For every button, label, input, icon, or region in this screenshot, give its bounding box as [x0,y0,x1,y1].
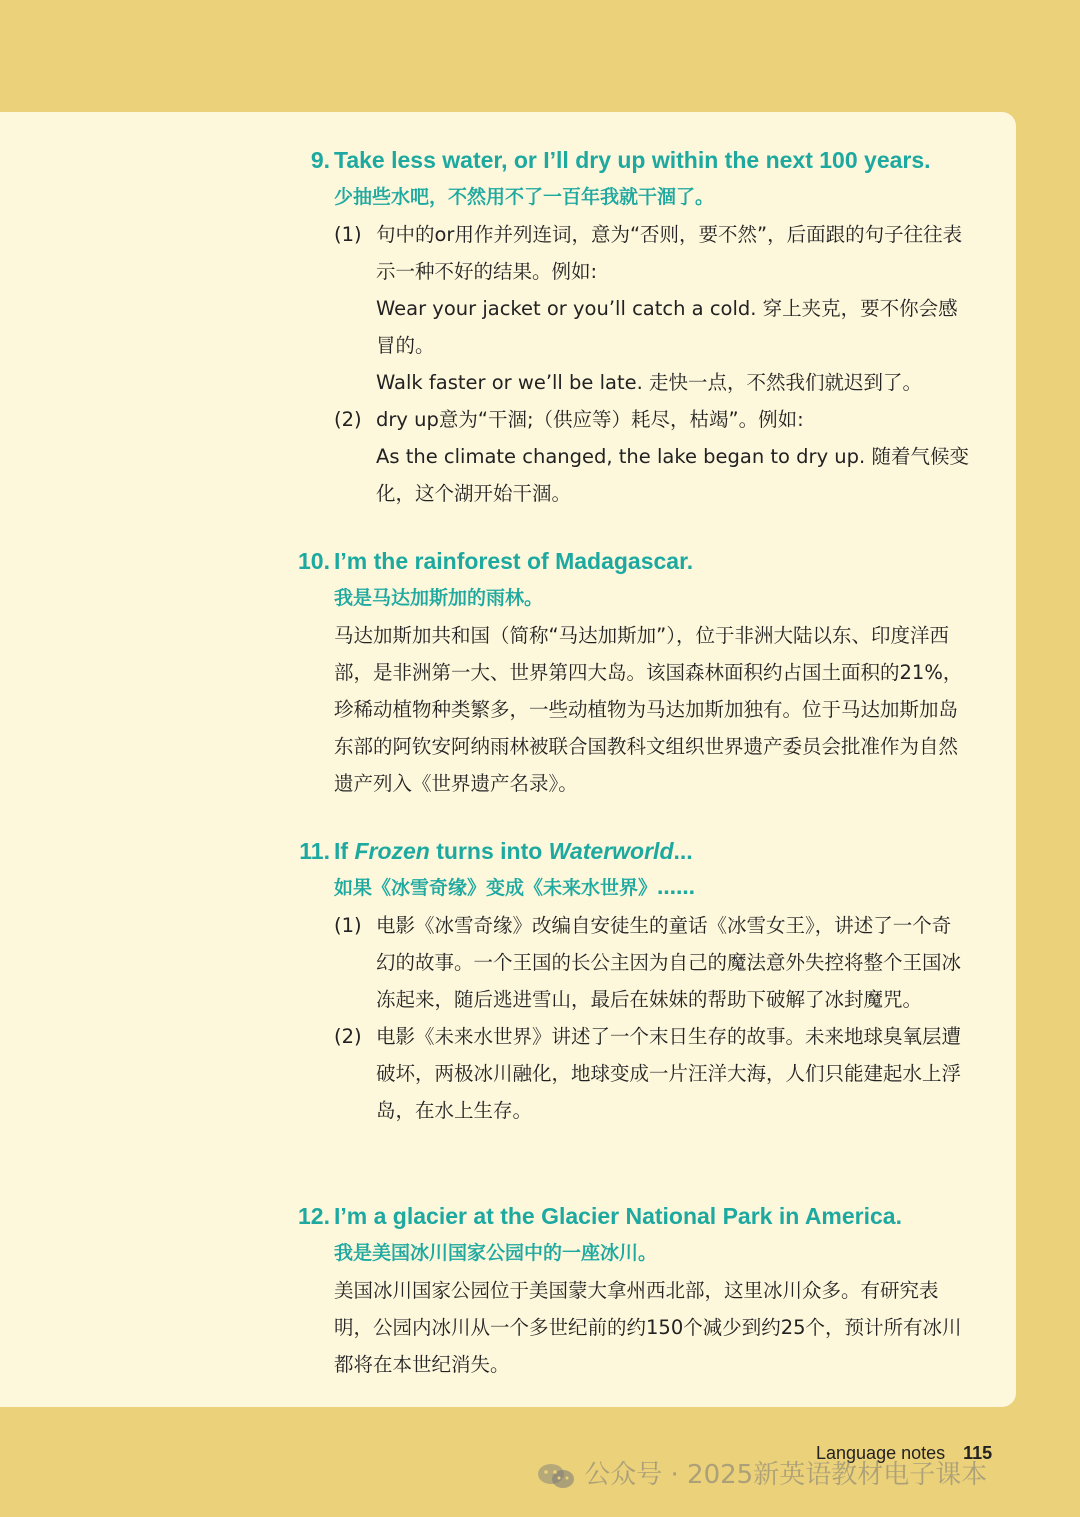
note-paragraph: 马达加斯加共和国（简称“马达加斯加”），位于非洲大陆以东、印度洋西部，是非洲第一大、世界第四大岛。该国森林面积约占国土面积的21%，珍稀动植物种类繁多，一些动植物为马达加斯加独有。位于马达加斯加岛东部的阿钦安阿纳雨林被联合国教科文组织世界遗产委员会批准作为自然遗产列入《世界遗产名录》。 [334,624,963,795]
item-marker: (2) [334,1025,362,1048]
note-en-title: Take less water, or I’ll dry up within the next 100 years. [334,147,931,173]
note-en-title [334,833,970,870]
section-name: Language notes [816,1443,946,1463]
watermark [536,1454,987,1491]
title-part: ... [673,838,693,864]
note-en-title: I’m the rainforest of Madagascar. [334,548,694,574]
note-en-title: I’m a glacier at the Glacier National Park in America. [334,1203,902,1229]
note-zh-title: 少抽些水吧，不然用不了一百年我就干涸了。 [334,186,715,208]
note-body [334,216,970,512]
watermark-text: 公众号 · 2025新英语教材电子课本 [584,1460,988,1490]
item-marker: (1) [334,914,362,937]
note-body [334,617,970,802]
note-10 [280,543,970,802]
note-12 [280,1198,970,1383]
note-number: 12. [298,1203,330,1229]
film-title-waterworld: Waterworld [548,838,674,864]
note-body [334,1272,970,1383]
film-title-frozen: Frozen [354,838,430,864]
page-number: 115 [963,1443,993,1463]
note-number: 10. [298,548,330,574]
note-11 [280,833,970,1129]
title-part: turns into [429,838,549,864]
note-item [334,1018,970,1129]
note-zh-title: 如果《冰雪奇缘》变成《未来水世界》…… [334,877,696,899]
note-zh-title: 我是马达加斯加的雨林。 [334,587,544,609]
example-sentence: As the climate changed, the lake began to dry up. 随着气候变化，这个湖开始干涸。 [376,445,969,505]
note-9 [280,142,970,512]
note-heading [280,1198,970,1235]
note-number: 11. [299,838,330,864]
item-text: 句中的or用作并列连词，意为“否则，要不然”，后面跟的句子往往表示一种不好的结果。例如: [376,223,963,283]
item-text: 电影《冰雪奇缘》改编自安徒生的童话《冰雪女王》，讲述了一个奇幻的故事。一个王国的长公主因为自己的魔法意外失控将整个王国冰冻起来，随后逃进雪山，最后在妹妹的帮助下破解了冰封魔咒。 [376,914,962,1011]
title-part: If [334,838,355,864]
example-sentence: Walk faster or we’ll be late. 走快一点，不然我们就迟到了。 [376,371,923,394]
note-heading [280,833,970,870]
note-item [334,216,970,401]
item-marker: (2) [334,408,362,431]
note-paragraph: 美国冰川国家公园位于美国蒙大拿州西北部，这里冰川众多。有研究表明，公园内冰川从一个多世纪前的约150个减少到约25个，预计所有冰川都将在本世纪消失。 [334,1279,962,1376]
example-sentence: Wear your jacket or you’ll catch a cold. 穿上夹克，要不你会感冒的。 [376,297,958,357]
item-text: dry up意为“干涸;（供应等）耗尽，枯竭”。例如: [376,408,804,431]
note-zh-title: 我是美国冰川国家公园中的一座冰川。 [334,1242,658,1264]
note-body [334,907,970,1129]
note-number: 9. [310,147,330,173]
note-heading [280,142,970,179]
wechat-icon [536,1462,576,1490]
item-text: 电影《未来水世界》讲述了一个末日生存的故事。未来地球臭氧层遭破坏，两极冰川融化，地球变成一片汪洋大海，人们只能建起水上浮岛，在水上生存。 [376,1025,962,1122]
note-item [334,907,970,1018]
item-marker: (1) [334,223,362,246]
note-heading [280,543,970,580]
note-item [334,401,970,512]
